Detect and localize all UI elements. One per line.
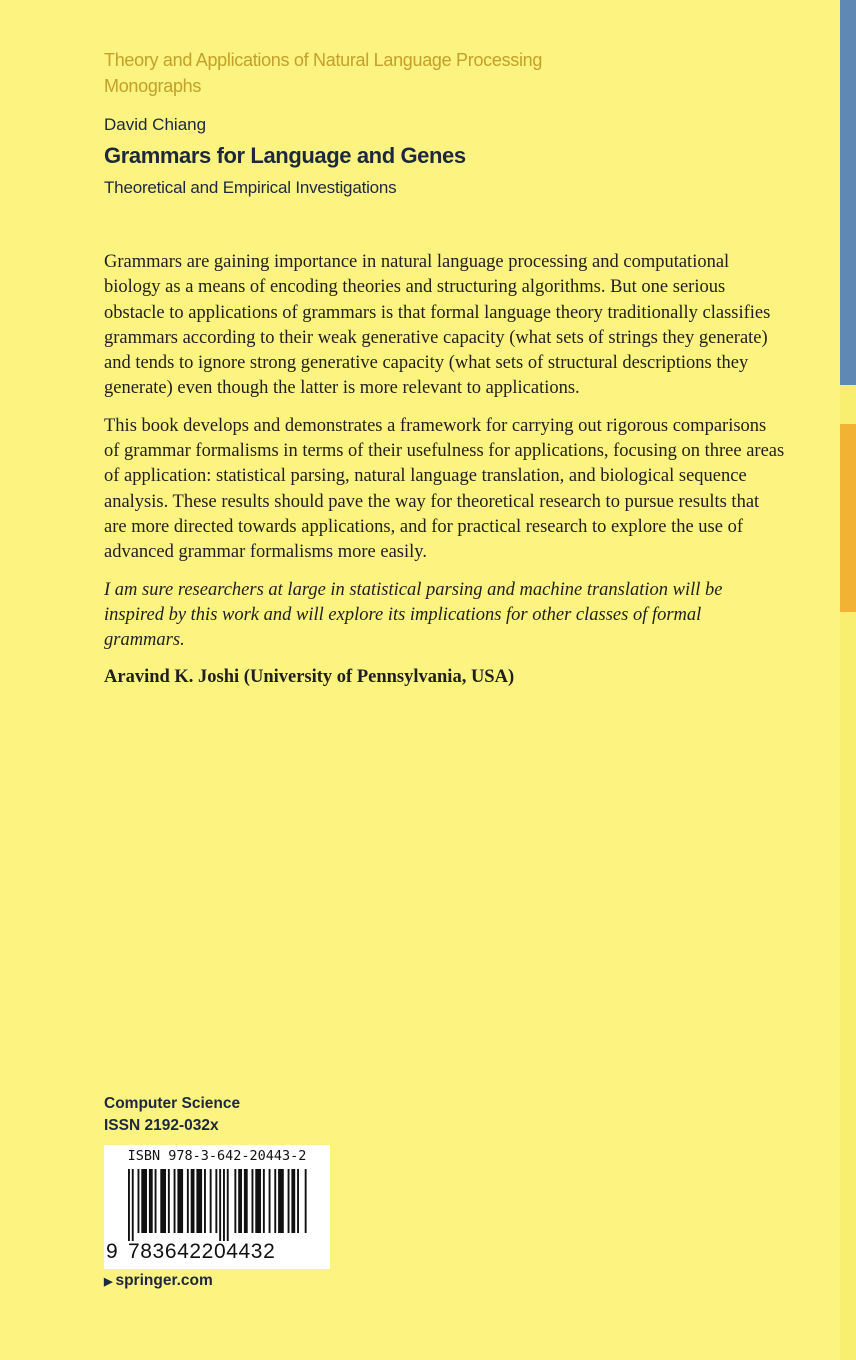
barcode-bar <box>132 1169 134 1241</box>
blurb-paragraph-1: Grammars are gaining importance in natural language processing and computational biology as a means of encoding theories and structuring algorithms. But one serious obstacle to applications of grammars is that formal language theory traditionally classifies grammars according to their weak generative capacity (what sets of strings they generate) and tends to ignore strong generative capacity (what sets of structural descriptions they generate) even though the latter is more relevant to applications. <box>104 252 771 399</box>
barcode-bar <box>196 1169 202 1233</box>
barcode-bar <box>288 1169 290 1233</box>
barcode-bar <box>255 1169 261 1233</box>
barcode-bar <box>305 1169 307 1233</box>
barcode-bar <box>168 1169 170 1233</box>
barcode-bar <box>210 1169 212 1233</box>
barcode-bar <box>278 1169 284 1233</box>
issn-number: ISSN 2192-032x <box>104 1117 219 1134</box>
barcode-bar <box>269 1169 271 1233</box>
barcode-bar <box>128 1169 130 1241</box>
barcode-bars <box>128 1169 308 1241</box>
barcode-bar <box>244 1169 248 1233</box>
publisher-link[interactable] <box>104 1272 213 1290</box>
series-header <box>104 47 542 99</box>
barcode-bar <box>274 1169 276 1233</box>
blurb <box>104 250 786 703</box>
barcode-bar <box>234 1169 236 1233</box>
barcode-bar <box>215 1169 217 1233</box>
barcode-bar <box>138 1169 140 1233</box>
barcode-bar <box>141 1169 147 1233</box>
barcode-bar <box>174 1169 176 1233</box>
barcode-bar <box>291 1169 295 1233</box>
book-author: David Chiang <box>104 115 207 134</box>
isbn-label: ISBN 978-3-642-20443-2 <box>127 1148 307 1164</box>
series-subtitle: Monographs <box>104 76 202 96</box>
barcode-bar <box>223 1169 225 1241</box>
publisher-url: springer.com <box>115 1272 213 1289</box>
barcode-bar <box>227 1169 229 1241</box>
series-title: Theory and Applications of Natural Language Processing <box>104 50 543 70</box>
blurb-paragraph-2: This book develops and demonstrates a framework for carrying out rigorous comparisons of grammar formalisms in terms of their usefulness for applications, focusing on three areas of application: statistical parsing, natural language translation, and biological sequence analysis. These results should pave the way for theoretical research to pursue results that are more directed towards applications, and for practical research to explore the use of advanced grammar formalisms more easily. <box>104 415 785 563</box>
catalog-info <box>104 1093 240 1137</box>
arrow-icon: ▶ <box>104 1275 113 1288</box>
spine-blue-band <box>840 0 856 385</box>
barcode-bar <box>297 1169 299 1233</box>
barcode-bar <box>187 1169 189 1233</box>
endorsement-author: Aravind K. Joshi (University of Pennsylvania, USA) <box>104 667 515 688</box>
barcode-bar <box>149 1169 153 1233</box>
barcode-bar <box>263 1169 265 1233</box>
barcode-bar <box>252 1169 254 1233</box>
book-subtitle: Theoretical and Empirical Investigations <box>104 178 397 197</box>
barcode-panel <box>104 1145 330 1269</box>
barcode-bar <box>191 1169 195 1233</box>
barcode-bar <box>155 1169 157 1233</box>
endorsement-quote: I am sure researchers at large in statistical parsing and machine translation will be inspired by this work and will explore its implications for other classes of formal grammars. <box>104 579 723 651</box>
barcode-bar <box>238 1169 242 1233</box>
barcode-bar <box>204 1169 206 1233</box>
subject-category: Computer Science <box>104 1095 241 1112</box>
barcode-number: 783642204432 <box>128 1240 276 1263</box>
barcode-first-digit: 9 <box>106 1240 118 1263</box>
barcode-bar <box>219 1169 221 1241</box>
spine-orange-band <box>840 424 856 612</box>
barcode-bar <box>177 1169 183 1233</box>
barcode-bar <box>160 1169 166 1233</box>
book-title: Grammars for Language and Genes <box>104 143 466 168</box>
